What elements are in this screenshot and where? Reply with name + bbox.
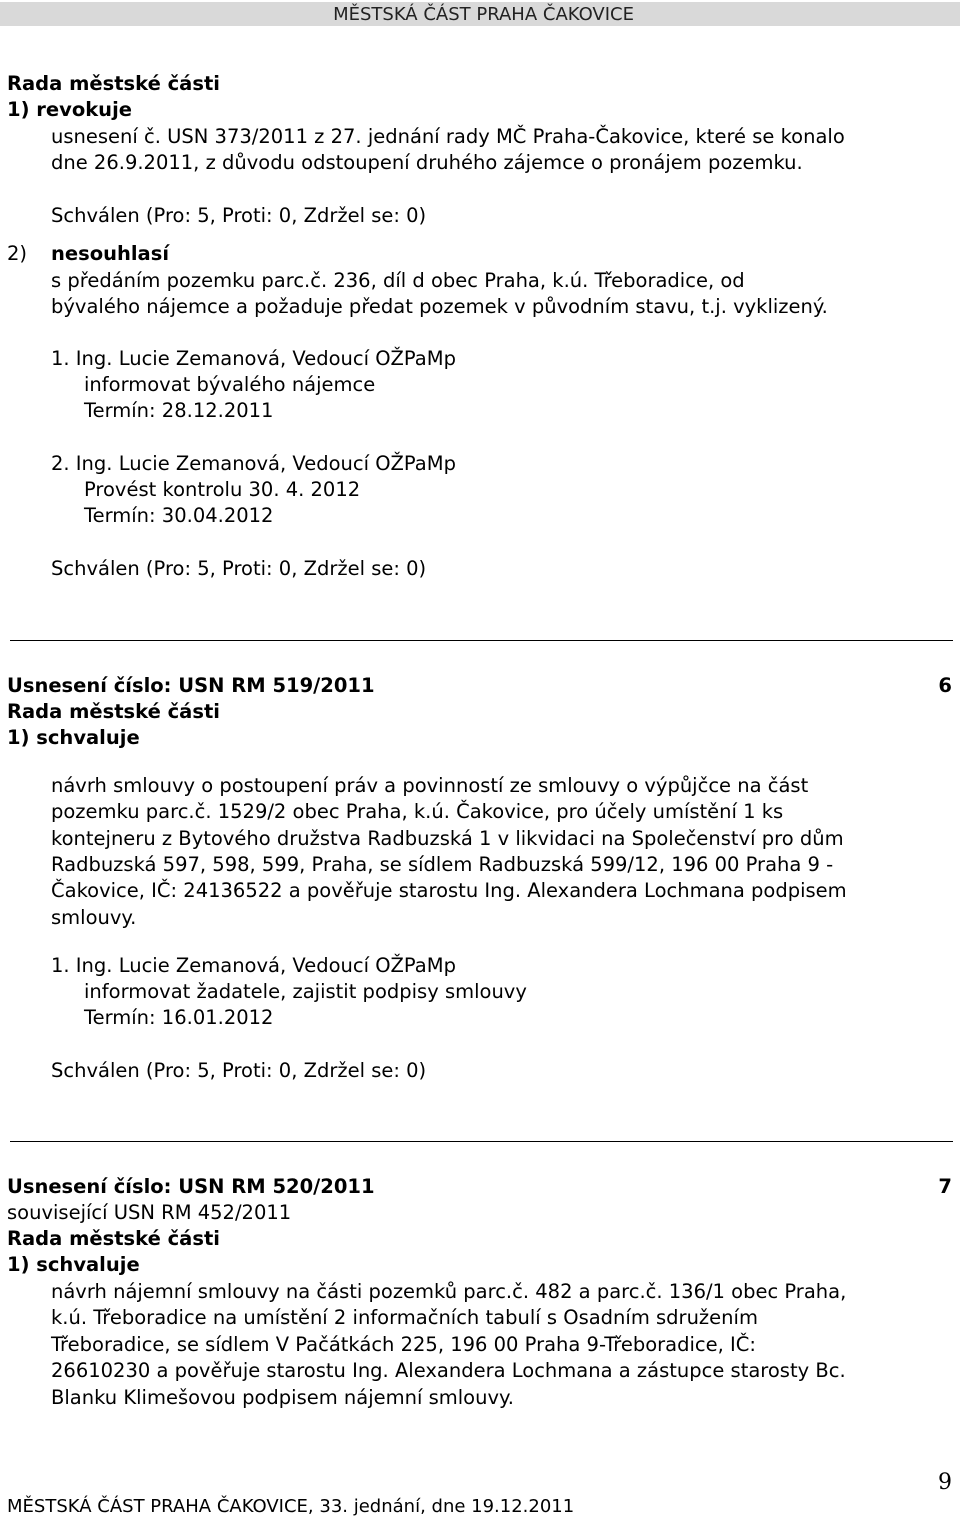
footer-text: MĚSTSKÁ ČÁST PRAHA ČAKOVICE, 33. jednání, dne 19.12.2011	[7, 1496, 575, 1517]
vote-result: Schválen (Pro: 5, Proti: 0, Zdržel se: 0)	[51, 557, 427, 580]
task-responsible: 2. Ing. Lucie Zemanová, Vedoucí OŽPaMp	[51, 452, 456, 475]
header-title: MĚSTSKÁ ČÁST PRAHA ČAKOVICE	[333, 4, 634, 25]
page-header	[0, 2, 960, 26]
vote-result: Schválen (Pro: 5, Proti: 0, Zdržel se: 0)	[51, 1059, 427, 1082]
task-responsible: 1. Ing. Lucie Zemanová, Vedoucí OŽPaMp	[51, 954, 456, 977]
resolution-text-line: k.ú. Třeboradice na umístění 2 informačních tabulí s Osadním sdružením	[51, 1306, 758, 1329]
task-deadline: Termín: 16.01.2012	[84, 1006, 274, 1029]
resolution-text-line: 26610230 a pověřuje starostu Ing. Alexandera Lochmana a zástupce starosty Bc.	[51, 1359, 846, 1382]
resolution-text-line: Radbuzská 597, 598, 599, Praha, se sídlem Radbuzská 599/12, 196 00 Praha 9 -	[51, 853, 834, 876]
task-deadline: Termín: 28.12.2011	[84, 399, 274, 422]
item-revokuje-text-line: usnesení č. USN 373/2011 z 27. jednání rady MČ Praha-Čakovice, které se konalo	[51, 125, 845, 148]
body-title: Rada městské části	[7, 1227, 220, 1250]
section-divider	[10, 1141, 953, 1142]
task-description: informovat žadatele, zajistit podpisy smlouvy	[84, 980, 527, 1003]
resolution-text-line: smlouvy.	[51, 906, 137, 929]
item-schvaluje-label: 1) schvaluje	[7, 1253, 140, 1276]
item-nesouhlasi-label: nesouhlasí	[51, 242, 170, 265]
task-responsible: 1. Ing. Lucie Zemanová, Vedoucí OŽPaMp	[51, 347, 456, 370]
resolution-number: 6	[938, 674, 952, 697]
task-description: Provést kontrolu 30. 4. 2012	[84, 478, 361, 501]
section-divider	[10, 640, 953, 641]
item-nesouhlasi-text-line: bývalého nájemce a požaduje předat pozemek v původním stavu, t.j. vyklizený.	[51, 295, 828, 318]
item-schvaluje-label: 1) schvaluje	[7, 726, 140, 749]
task-deadline: Termín: 30.04.2012	[84, 504, 274, 527]
item-nesouhlasi-text-line: s předáním pozemku parc.č. 236, díl d obec Praha, k.ú. Třeboradice, od	[51, 269, 745, 292]
vote-result: Schválen (Pro: 5, Proti: 0, Zdržel se: 0)	[51, 204, 427, 227]
resolution-text-line: Čakovice, IČ: 24136522 a pověřuje starostu Ing. Alexandera Lochmana podpisem	[51, 879, 847, 902]
resolution-text-line: kontejneru z Bytového družstva Radbuzská 1 v likvidaci na Společenství pro dům	[51, 827, 844, 850]
resolution-title: Usnesení číslo: USN RM 520/2011	[7, 1175, 375, 1198]
page-number: 9	[938, 1470, 952, 1495]
item-revokuje-label: 1) revokuje	[7, 98, 132, 121]
resolution-title: Usnesení číslo: USN RM 519/2011	[7, 674, 375, 697]
item-revokuje-text-line: dne 26.9.2011, z důvodu odstoupení druhého zájemce o pronájem pozemku.	[51, 151, 803, 174]
item-number: 2)	[7, 242, 28, 265]
resolution-text-line: návrh smlouvy o postoupení práv a povinností ze smlouvy o výpůjčce na část	[51, 774, 809, 797]
related-resolution: související USN RM 452/2011	[7, 1201, 292, 1224]
resolution-number: 7	[938, 1175, 952, 1198]
resolution-text-line: pozemku parc.č. 1529/2 obec Praha, k.ú. Čakovice, pro účely umístění 1 ks	[51, 800, 784, 823]
task-description: informovat bývalého nájemce	[84, 373, 376, 396]
resolution-text-line: návrh nájemní smlouvy na části pozemků parc.č. 482 a parc.č. 136/1 obec Praha,	[51, 1280, 847, 1303]
resolution-text-line: Blanku Klimešovou podpisem nájemní smlouvy.	[51, 1386, 514, 1409]
body-title: Rada městské části	[7, 700, 220, 723]
resolution-text-line: Třeboradice, se sídlem V Pačátkách 225, 196 00 Praha 9-Třeboradice, IČ:	[51, 1333, 756, 1356]
body-title: Rada městské části	[7, 72, 220, 95]
